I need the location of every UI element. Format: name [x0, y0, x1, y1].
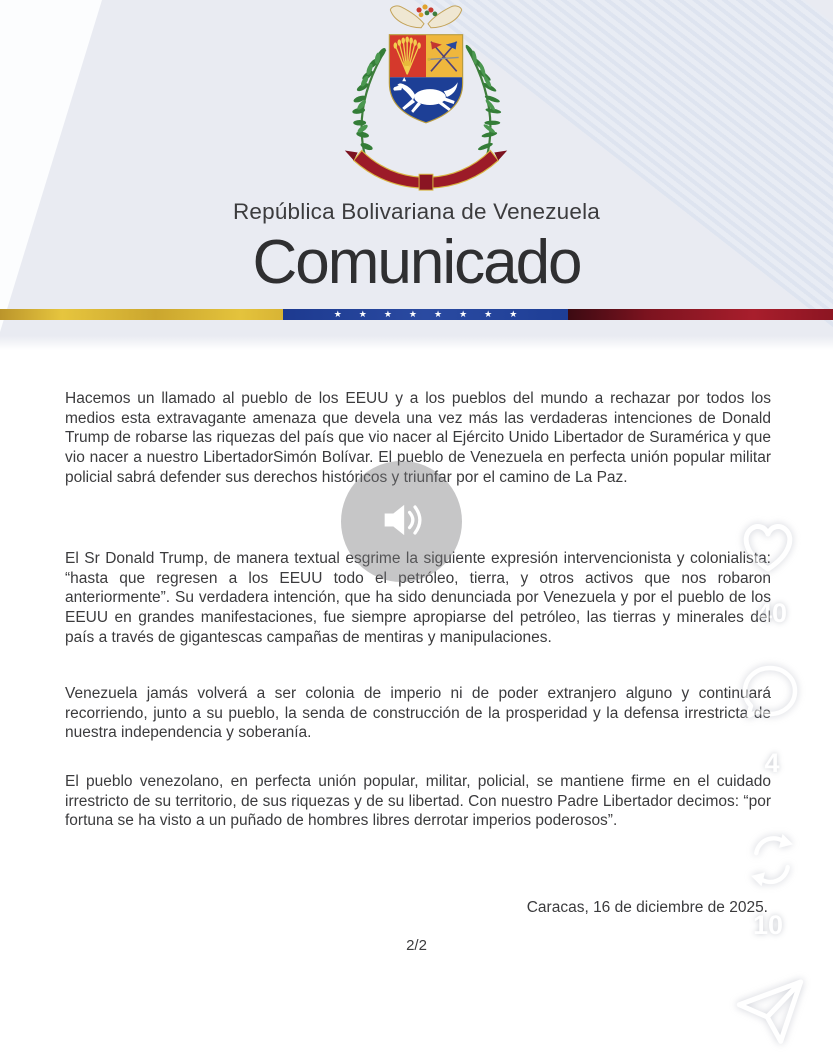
repost-icon — [744, 828, 800, 894]
flag-star: ★ — [383, 309, 392, 319]
flag-star: ★ — [459, 309, 468, 319]
flag-stripe-blue — [283, 309, 568, 320]
comment-button[interactable] — [740, 662, 800, 722]
body-paragraph-4: El pueblo venezolano, en perfecta unión popular, militar, policial, se mantiene firme en el cuidado irrestricto de su territorio, de sus riquezas y de su libertad. Con nuestro Padre Libertador decimos: “por fortuna se ha visto a un puñado de hombres libres derrotar imperios poderosos”. — [65, 773, 771, 830]
flag-star: ★ — [408, 309, 417, 319]
body-paragraph-3: Venezuela jamás volverá a ser colonia de imperio ni de poder extranjero alguno y continuará recorriendo, junto a su pueblo, la senda de construcción de la prosperidad y la defensa irrestricta de nuestra independencia y soberanía. — [65, 685, 771, 742]
flag-star: ★ — [434, 309, 443, 319]
flag-stripe-red — [568, 309, 833, 320]
heart-icon — [738, 518, 798, 576]
flag-star: ★ — [358, 309, 367, 319]
repost-button[interactable] — [744, 828, 800, 894]
body-paragraph-1: Hacemos un llamado al pueblo de los EEUU y a los pueblos del mundo a rechazar por todos los medios esta extravagante amenaza que devela una vez más las verdaderas intenciones de Donald Trump de robarse las riquezas del país que vio nacer al Ejército Unido Libertador de Suramérica y que vio nacer a nuestro LibertadorSimón Bolívar. El pueblo de Venezuela en perfecta unión popular militar policial sabrá defender sus derechos históricos y triunfar por el camino de La Paz. — [65, 390, 771, 486]
flag-stripe-yellow — [0, 309, 283, 320]
country-title: República Bolivariana de Venezuela — [232, 199, 601, 224]
like-button[interactable] — [738, 518, 798, 576]
audio-toggle-button[interactable] — [341, 461, 462, 582]
dateline: Caracas, 16 de diciembre de 2025. — [526, 899, 768, 916]
share-button[interactable] — [735, 980, 813, 1050]
flag-star: ★ — [509, 309, 518, 319]
share-plane-icon — [735, 980, 813, 1050]
flag-star: ★ — [484, 309, 493, 319]
page-title: Comunicado — [252, 228, 581, 297]
header-fade — [0, 336, 833, 350]
like-count: 40 — [756, 598, 788, 628]
flag-star: ★ — [333, 309, 342, 319]
comment-count: 4 — [764, 748, 780, 778]
flag-stripe — [0, 309, 833, 320]
repost-count: 10 — [752, 910, 784, 940]
venezuela-coat-of-arms-icon — [331, 2, 521, 200]
comment-icon — [740, 662, 800, 722]
page-indicator: 2/2 — [406, 937, 427, 954]
speaker-icon — [376, 494, 428, 549]
flag-stars — [334, 309, 518, 320]
body-paragraph-2: El Sr Donald Trump, de manera textual esgrime la siguiente expresión intervencionista y colonialista: “hasta que regresen a los EEUU todo el petróleo, tierra, y otros activos que nos robaron anteriormente”. Su verdadera intención, que ha sido denunciada por Venezuela y por el pueblo de los EEUU en grandes manifestaciones, fue siempre apropiarse del petróleo, las tierras y minerales del país a través de gigantescas campañas de mentiras y manipulaciones. — [65, 550, 771, 646]
